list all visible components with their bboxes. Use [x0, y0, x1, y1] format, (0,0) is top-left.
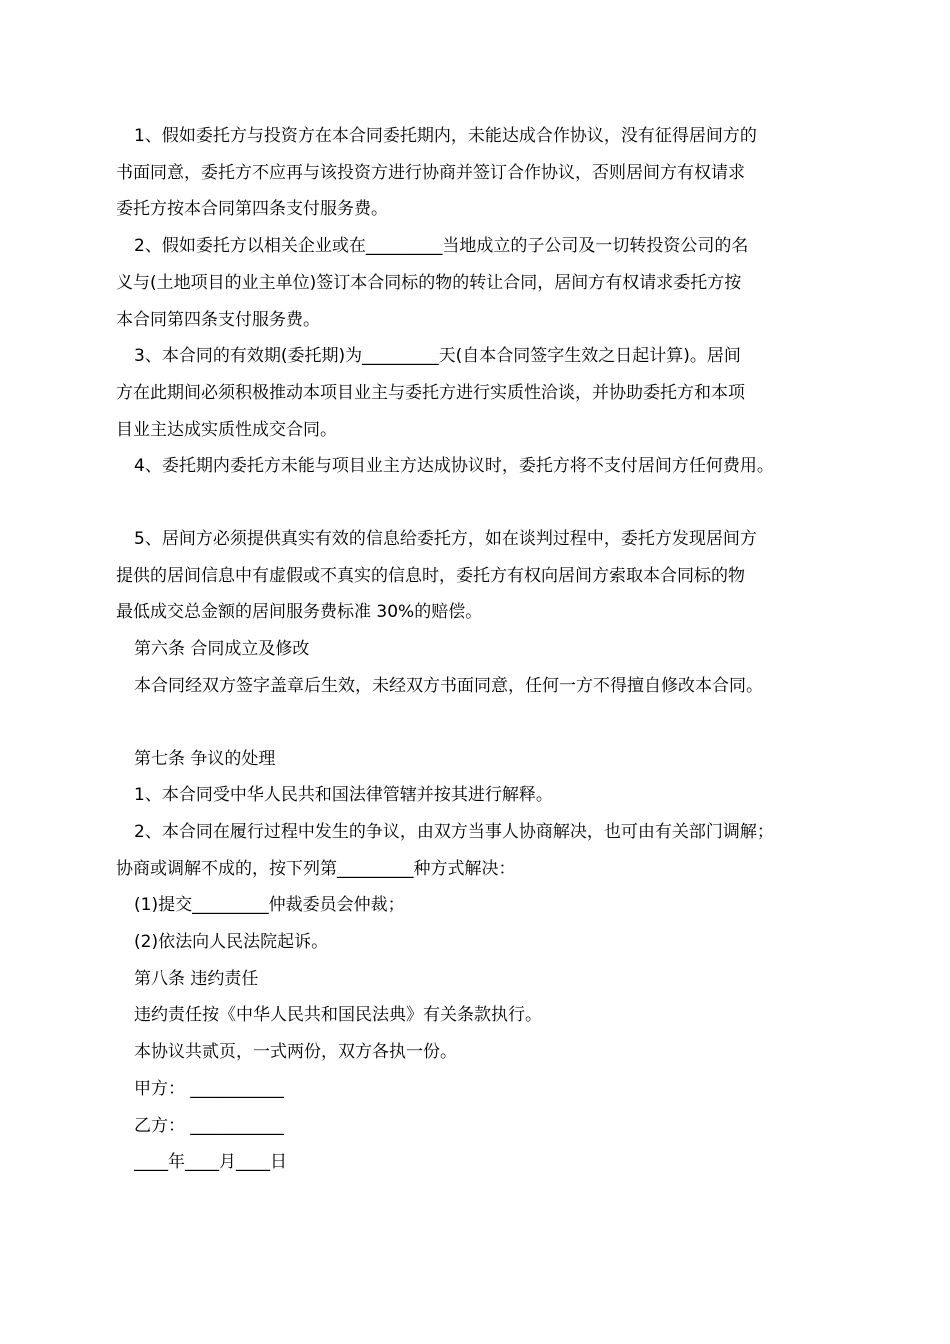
clause-4-line-1: 4、委托期内委托方未能与项目业主方达成协议时，委托方将不支付居间方任何费用。	[134, 456, 774, 477]
article-7-item-2-line-1: 2、本合同在履行过程中发生的争议，由双方当事人协商解决，也可由有关部门调解；	[134, 821, 774, 842]
date-line: ____年____月____日	[134, 1152, 287, 1173]
blank-line	[116, 485, 856, 521]
article-7-title: 第七条 争议的处理	[134, 748, 276, 769]
blank-line	[116, 705, 856, 741]
copies-note: 本协议共贰页，一式两份，双方各执一份。	[134, 1042, 457, 1063]
clause-1-line-1: 1、假如委托方与投资方在本合同委托期内，未能达成合作协议，没有征得居间方的	[134, 126, 757, 146]
contract-page	[116, 118, 856, 1181]
party-a-signature-line: 甲方： ___________	[134, 1078, 284, 1099]
clause-3-line-3: 目业主达成实质性成交合同。	[116, 419, 337, 440]
clause-1-line-2: 书面同意，委托方不应再与该投资方进行协商并签订合作协议，否则居间方有权请求	[116, 162, 745, 183]
article-8-title: 第八条 违约责任	[134, 968, 259, 989]
article-6-text: 本合同经双方签字盖章后生效，未经双方书面同意，任何一方不得擅自修改本合同。	[134, 675, 763, 696]
clause-5-line-2: 提供的居间信息中有虚假或不真实的信息时，委托方有权向居间方索取本合同标的物	[116, 565, 745, 586]
article-7-option-1: (1)提交_________仲裁委员会仲裁；	[134, 895, 405, 916]
clause-2-line-2: 义与(土地项目的业主单位)签订本合同标的物的转让合同，居间方有权请求委托方按	[116, 272, 742, 293]
article-7-item-1: 1、本合同受中华人民共和国法律管辖并按其进行解释。	[134, 785, 553, 806]
clause-5-line-3: 最低成交总金额的居间服务费标准 30%的赔偿。	[116, 602, 483, 623]
article-7-item-2-line-2: 协商或调解不成的，按下列第_________种方式解决：	[116, 858, 516, 879]
article-6-title: 第六条 合同成立及修改	[134, 639, 310, 660]
clause-3-line-1: 3、本合同的有效期(委托期)为_________天(自本合同签字生效之日起计算)。居间	[134, 346, 741, 367]
article-8-text: 违约责任按《中华人民共和国民法典》有关条款执行。	[134, 1005, 542, 1026]
clause-5-line-1: 5、居间方必须提供真实有效的信息给委托方，如在谈判过程中，委托方发现居间方	[134, 529, 757, 550]
clause-3-line-2: 方在此期间必须积极推动本项目业主与委托方进行实质性洽谈，并协助委托方和本项	[116, 382, 745, 403]
clause-2-line-3: 本合同第四条支付服务费。	[116, 309, 320, 330]
article-7-option-2: (2)依法向人民法院起诉。	[134, 932, 329, 953]
clause-1-line-3: 委托方按本合同第四条支付服务费。	[116, 199, 388, 220]
party-b-signature-line: 乙方： ___________	[134, 1115, 284, 1136]
clause-2-line-1: 2、假如委托方以相关企业或在_________当地成立的子公司及一切转投资公司的名	[134, 236, 749, 257]
